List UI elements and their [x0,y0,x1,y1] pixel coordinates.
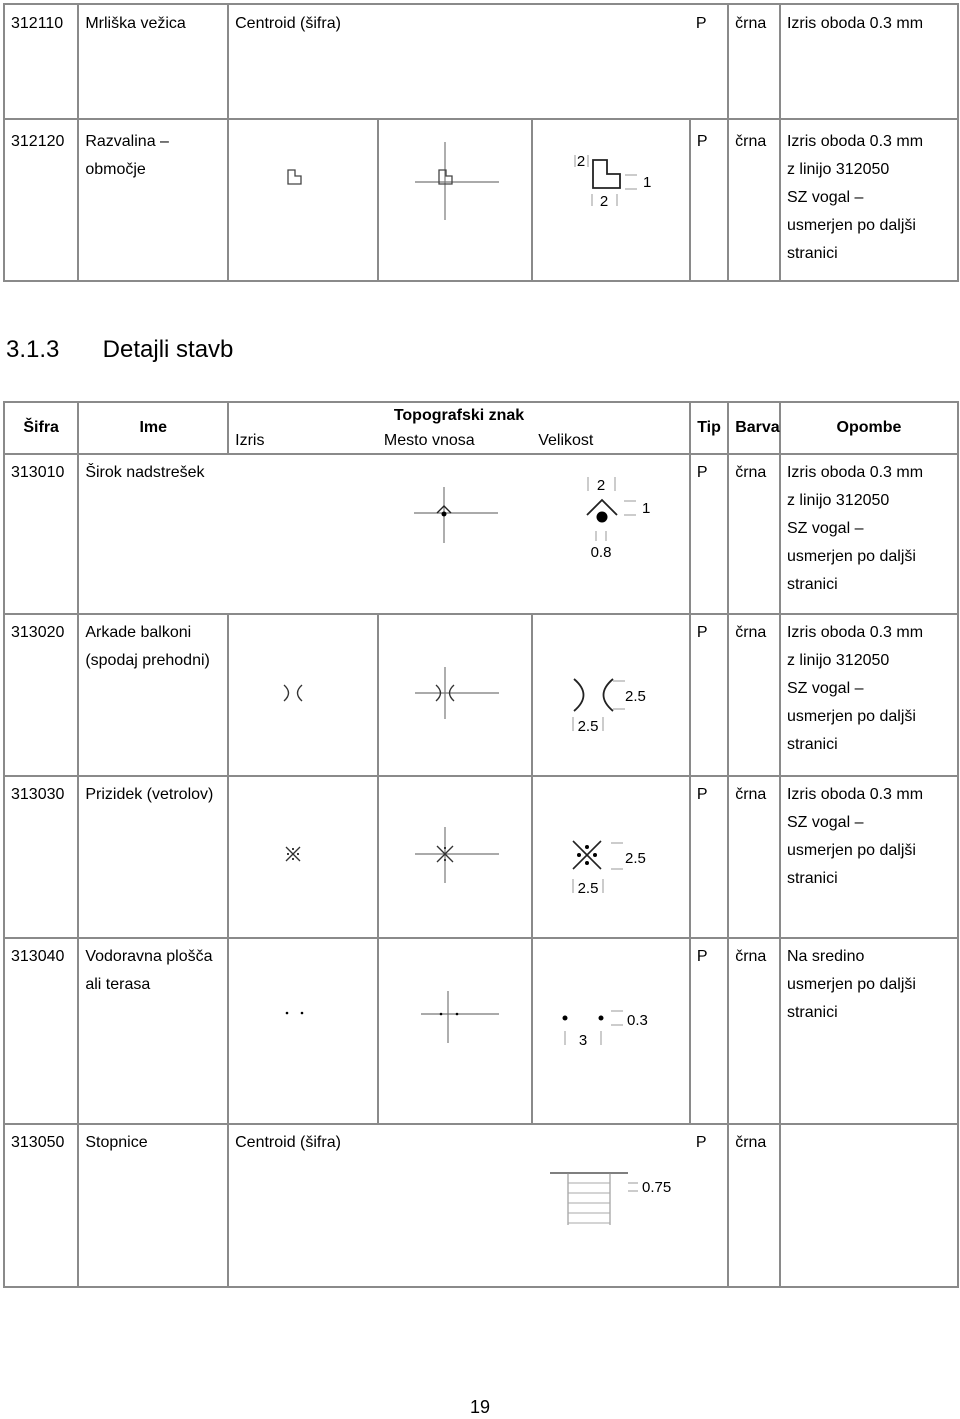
row-name: Mrliška vežica [78,4,228,119]
table-row [4,119,958,281]
dim-label: 0.3 [627,1012,649,1029]
dim-label: 2 [600,193,609,210]
row-barva: črna [728,4,780,119]
row-code: 313050 [4,1124,78,1287]
top-table [3,3,959,282]
dim-label: 0.75 [642,1179,672,1196]
ruin-insert-point-icon [379,120,525,280]
dim-label: 1 [643,174,652,191]
row-barva: črna [728,119,780,281]
ruin-symbol-icon [229,120,375,280]
row-barva: črna [728,776,780,938]
annex-symbol-icon [229,777,375,937]
terrace-insert-point-icon [379,939,525,1123]
symbol-velikost [532,1124,690,1287]
dim-label: 0.8 [590,544,612,561]
dim-label: 2 [577,153,586,170]
dim-label: 3 [579,1032,588,1049]
header-barva: Barva [728,402,780,454]
row-code: 313040 [4,938,78,1124]
row-opombe: Izris oboda 0.3 mm SZ vogal – usmerjen po daljši stranici [780,776,958,938]
row-barva: črna [728,938,780,1124]
page-number: 19 [469,1397,491,1417]
symbol-mesto [378,119,532,281]
row-opombe: Izris oboda 0.3 mm [780,4,958,119]
dim-label: 2 [597,477,606,494]
row-tip: P [690,776,728,938]
terrace-size-diagram-icon [533,939,683,1123]
ruin-size-diagram-icon [533,120,683,280]
row-opombe [780,1124,958,1287]
row-barva: črna [728,614,780,776]
symbol-velikost [532,119,690,281]
table-row [4,614,958,776]
table-row [4,776,958,938]
row-name: Stopnice [78,1124,228,1287]
header-ime: Ime [78,402,228,454]
canopy-size-diagram-icon [532,455,682,613]
row-izris: Centroid (šifra) [228,4,690,119]
dim-label: 2.5 [625,850,647,867]
row-izris: Centroid (šifra) [228,1124,532,1287]
section-heading [6,336,233,364]
row-tip: P [690,938,728,1124]
row-code: 313030 [4,776,78,938]
dim-label: 2.5 [625,688,647,705]
row-name: Širok nadstrešek [78,454,378,614]
symbol-mesto [378,938,532,1124]
dim-label: 2.5 [577,718,599,735]
symbol-velikost [532,454,690,614]
table-row [4,454,958,614]
row-tip: P [690,1124,728,1287]
row-opombe: Izris oboda 0.3 mm z linijo 312050 SZ vogal – usmerjen po daljši stranici [780,454,958,614]
row-tip: P [690,119,728,281]
row-name: Arkade balkoni (spodaj prehodni) [78,614,228,776]
header-topo: Topografski znak [228,402,690,428]
row-code: 313010 [4,454,78,614]
symbol-mesto [378,454,532,614]
arcade-insert-point-icon [379,615,525,775]
symbol-izris [228,938,378,1124]
symbol-mesto [378,776,532,938]
arcade-size-diagram-icon [533,615,683,775]
table-row [4,938,958,1124]
header-sifra: Šifra [4,402,78,454]
row-tip: P [690,4,728,119]
symbol-mesto [378,614,532,776]
row-code: 312110 [4,4,78,119]
symbol-velikost [532,614,690,776]
row-name: Razvalina – območje [78,119,228,281]
table-row [4,1124,958,1287]
row-code: 313020 [4,614,78,776]
header-velikost: Velikost [532,428,690,454]
details-table [3,401,959,1288]
symbol-velikost [532,938,690,1124]
symbol-velikost [532,776,690,938]
row-name: Prizidek (vetrolov) [78,776,228,938]
symbol-izris [228,119,378,281]
table-row [4,4,958,119]
annex-insert-point-icon [379,777,525,937]
annex-size-diagram-icon [533,777,683,937]
dim-label: 1 [642,500,651,517]
row-barva: črna [728,1124,780,1287]
symbol-izris [228,776,378,938]
row-opombe: Izris oboda 0.3 mm z linijo 312050 SZ vogal – usmerjen po daljši stranici [780,614,958,776]
canopy-insert-point-icon [378,455,524,613]
header-tip: Tip [690,402,728,454]
row-barva: črna [728,454,780,614]
header-mesto: Mesto vnosa [378,428,532,454]
arcade-symbol-icon [229,615,375,775]
row-name: Vodoravna plošča ali terasa [78,938,228,1124]
row-code: 312120 [4,119,78,281]
stairs-size-diagram-icon [532,1125,682,1286]
row-opombe: Na sredino usmerjen po daljši stranici [780,938,958,1124]
symbol-izris [228,614,378,776]
table-header [4,402,958,428]
terrace-symbol-icon [229,939,375,1123]
section-title: Detajli stavb [102,336,234,363]
header-opombe: Opombe [780,402,958,454]
row-opombe: Izris oboda 0.3 mm z linijo 312050 SZ vogal – usmerjen po daljši stranici [780,119,958,281]
row-tip: P [690,454,728,614]
row-tip: P [690,614,728,776]
header-izris: Izris [228,428,378,454]
section-number: 3.1.3 [6,336,60,363]
dim-label: 2.5 [577,880,599,897]
